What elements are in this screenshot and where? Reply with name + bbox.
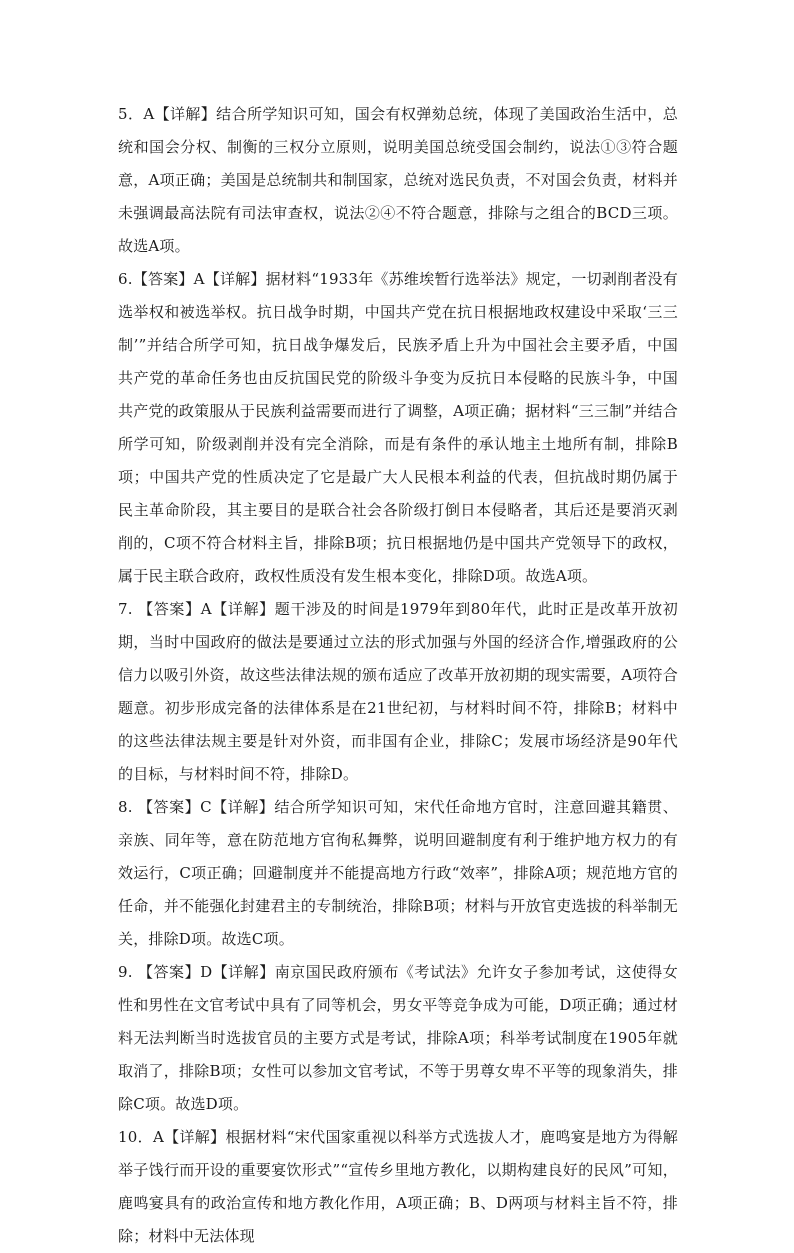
answer-item-10: 10．A【详解】根据材料“宋代国家重视以科举方式选拔人才，鹿鸣宴是地方为得解举子饯行而开设的重要宴饮形式”“宣传乡里地方教化，以期构建良好的民风”可知，鹿鸣宴具有的政治宣传和地方教化作用，A项正确；B、D两项与材料主旨不符，排除；材料中无法体现 <box>118 1128 678 1245</box>
answer-key-page <box>118 98 678 1253</box>
answer-item-6: 6.【答案】A【详解】据材料“1933年《苏维埃暂行选举法》规定，一切剥削者没有选举权和被选举权。抗日战争时期，中国共产党在抗日根据地政权建设中采取‘三三制’”并结合所学可知，抗日战争爆发后，民族矛盾上升为中国社会主要矛盾，中国共产党的革命任务也由反抗国民党的阶级斗争变为反抗日本侵略的民族斗争，中国共产党的政策服从于民族利益需要而进行了调整，A项正确；据材料“三三制”并结合所学可知，阶级剥削并没有完全消除，而是有条件的承认地主土地所有制，排除B项；中国共产党的性质决定了它是最广大人民根本利益的代表，但抗战时期仍属于民主革命阶段，其主要目的是联合社会各阶级打倒日本侵略者，其后还是要消灭剥削的，C项不符合材料主旨，排除B项；抗日根据地仍是中国共产党领导下的政权，属于民主联合政府，政权性质没有发生根本变化，排除D项。故选A项。 <box>118 270 678 585</box>
answer-item-8: 8. 【答案】C【详解】结合所学知识可知，宋代任命地方官时，注意回避其籍贯、亲族、同年等，意在防范地方官徇私舞弊，说明回避制度有利于维护地方权力的有效运行，C项正确；回避制度并不能提高地方行政“效率”，排除A项；规范地方官的任命，并不能强化封建君主的专制统治，排除B项；材料与开放官吏选拔的科举制无关，排除D项。故选C项。 <box>118 798 679 948</box>
answer-item-5: 5．A【详解】结合所学知识可知，国会有权弹劾总统，体现了美国政治生活中，总统和国会分权、制衡的三权分立原则，说明美国总统受国会制约，说法①③符合题意，A项正确；美国是总统制共和制国家，总统对选民负责，不对国会负责，材料并未强调最高法院有司法审查权，说法②④不符合题意，排除与之组合的BCD三项。 故选A项。 <box>118 105 678 255</box>
answer-item-9: 9. 【答案】D【详解】南京国民政府颁布《考试法》允许女子参加考试，这使得女性和男性在文官考试中具有了同等机会，男女平等竞争成为可能，D项正确；通过材料无法判断当时选拔官员的主要方式是考试，排除A项；科举考试制度在1905年就取消了，排除B项；女性可以参加文官考试，不等于男尊女卑不平等的现象消失，排除C项。故选D项。 <box>118 963 678 1113</box>
answer-item-7: 7. 【答案】A【详解】题干涉及的时间是1979年到80年代，此时正是改革开放初期，当时中国政府的做法是要通过立法的形式加强与外国的经济合作,增强政府的公信力以吸引外资，故这些法律法规的颁布适应了改革开放初期的现实需要，A项符合题意。初步形成完备的法律体系是在21世纪初，与材料时间不符，排除B；材料中的这些法律法规主要是针对外资，而非国有企业，排除C；发展市场经济是90年代的目标，与材料时间不符，排除D。 <box>118 600 678 783</box>
